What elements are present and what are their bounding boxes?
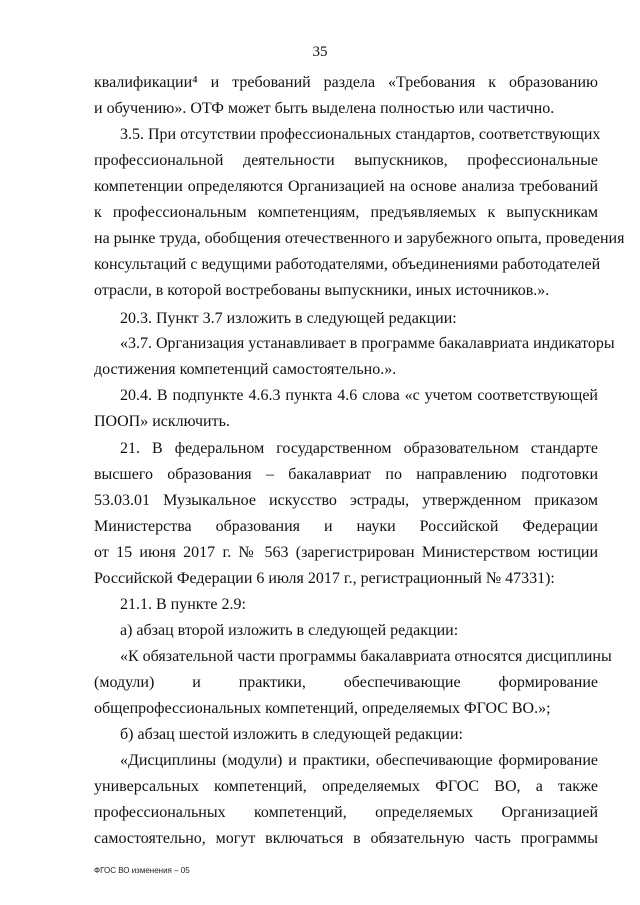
text-line: «3.7. Организация устанавливает в программе бакалавриата индикаторы: [120, 335, 615, 352]
text-line: универсальных компетенций, определяемых ФГОС ВО, а также: [94, 778, 598, 795]
text-line: б) абзац шестой изложить в следующей редакции:: [120, 726, 463, 743]
text-line: 3.5. При отсутствии профессиональных стандартов, соответствующих: [120, 126, 601, 143]
text-line: консультаций с ведущими работодателями, объединениями работодателей: [94, 256, 601, 273]
text-line: к профессиональным компетенциям, предъявляемых к выпускникам: [94, 204, 598, 221]
text-line: 21.1. В пункте 2.9:: [120, 596, 246, 613]
text-line: Министерства образования и науки Российской Федерации: [94, 518, 598, 535]
text-line: «К обязательной части программы бакалавриата относятся дисциплины: [120, 648, 612, 665]
text-line: квалификации⁴ и требований раздела «Требования к образованию: [94, 74, 598, 91]
text-line: ПООП» исключить.: [94, 413, 230, 430]
text-line: профессиональных компетенций, определяемых Организацией: [94, 804, 598, 821]
text-line: профессиональной деятельности выпускников, профессиональные: [94, 152, 598, 169]
text-line: (модули) и практики, обеспечивающие формирование: [94, 674, 598, 691]
text-line: достижения компетенций самостоятельно.».: [94, 361, 397, 378]
text-line: 20.4. В подпункте 4.6.3 пункта 4.6 слова «с учетом соответствующей: [120, 387, 598, 404]
text-line: 21. В федеральном государственном образовательном стандарте: [120, 440, 598, 457]
text-line: отрасли, в которой востребованы выпускники, иных источников.».: [94, 282, 550, 299]
text-line: компетенции определяются Организацией на основе анализа требований: [94, 178, 598, 195]
text-line: от 15 июня 2017 г. № 563 (зарегистрирован Министерством юстиции: [94, 544, 598, 561]
text-line: высшего образования – бакалавриат по направлению подготовки: [94, 466, 598, 483]
text-line: 20.3. Пункт 3.7 изложить в следующей редакции:: [120, 310, 457, 327]
page-number: 35: [312, 44, 328, 60]
text-line: и обучению». ОТФ может быть выделена полностью или частично.: [94, 100, 555, 117]
text-line: Российской Федерации 6 июля 2017 г., регистрационный № 47331):: [94, 570, 555, 587]
text-line: общепрофессиональных компетенций, определяемых ФГОС ВО.»;: [94, 700, 551, 717]
text-line: а) абзац второй изложить в следующей редакции:: [120, 622, 459, 639]
text-line: «Дисциплины (модули) и практики, обеспечивающие формирование: [120, 752, 598, 769]
text-line: на рынке труда, обобщения отечественного и зарубежного опыта, проведения: [94, 230, 625, 247]
text-line: 53.03.01 Музыкальное искусство эстрады, утвержденном приказом: [94, 492, 598, 509]
page-footer: ФГОС ВО изменения – 05: [94, 866, 190, 875]
text-line: самостоятельно, могут включаться в обязательную часть программы: [94, 830, 598, 847]
